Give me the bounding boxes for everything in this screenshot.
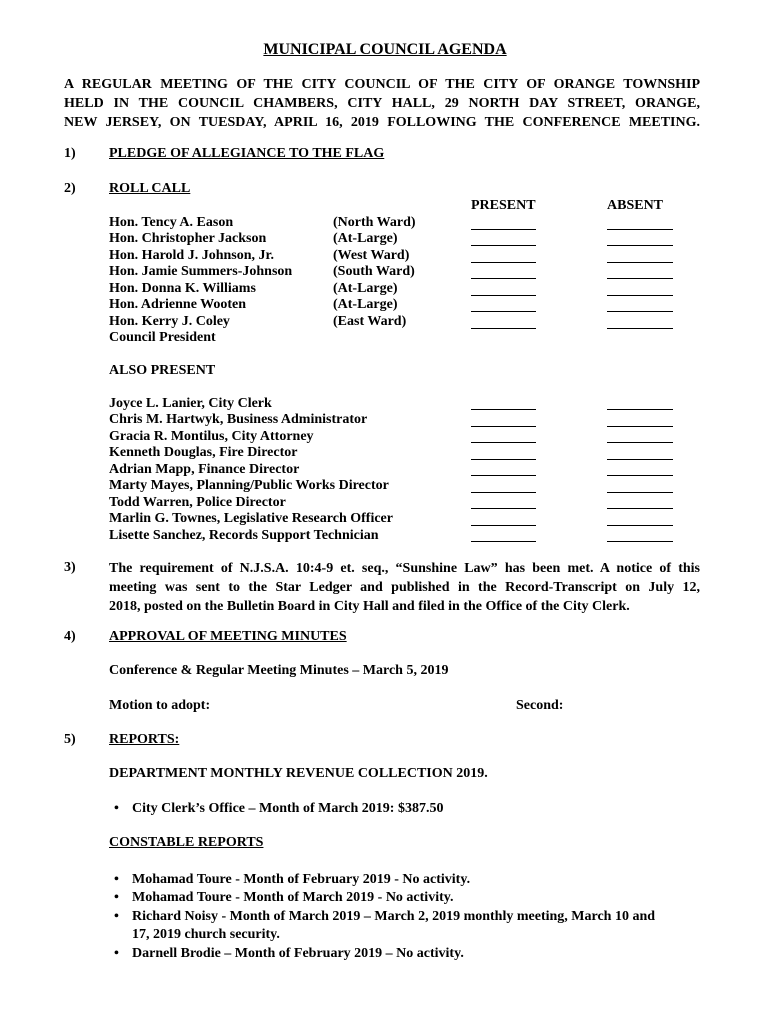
official-name: Marlin G. Townes, Legislative Research Officer [109,511,393,526]
revenue-heading: DEPARTMENT MONTHLY REVENUE COLLECTION 2019. [109,766,488,781]
absent-blank[interactable] [607,295,673,296]
official-name: Marty Mayes, Planning/Public Works Director [109,478,389,493]
member-name: Hon. Christopher Jackson [109,231,267,246]
present-blank[interactable] [471,295,536,296]
absent-blank[interactable] [607,262,673,263]
official-name: Chris M. Hartwyk, Business Administrator [109,412,368,427]
council-president-title: Council President [109,330,216,345]
revenue-item: City Clerk’s Office – Month of March 2019: $387.50 [132,801,444,816]
official-name: Todd Warren, Police Director [109,495,286,510]
item-heading-minutes: APPROVAL OF MEETING MINUTES [109,629,347,644]
intro-line: NEW JERSEY, ON TUESDAY, APRIL 16, 2019 FOLLOWING THE CONFERENCE MEETING. [64,115,700,130]
item-heading-pledge: PLEDGE OF ALLEGIANCE TO THE FLAG [109,146,385,161]
bullet-icon: • [114,801,119,816]
official-name: Joyce L. Lanier, City Clerk [109,396,272,411]
absent-blank[interactable] [607,426,673,427]
member-ward: (At-Large) [333,297,398,312]
item-number-5: 5) [64,732,76,747]
official-name: Kenneth Douglas, Fire Director [109,445,298,460]
meeting-intro [64,75,700,132]
absent-blank[interactable] [607,459,673,460]
member-name: Hon. Adrienne Wooten [109,297,247,312]
constable-item: Darnell Brodie – Month of February 2019 – No activity. [132,946,464,961]
member-ward: (At-Large) [333,281,398,296]
absent-blank[interactable] [607,525,673,526]
also-present-label: ALSO PRESENT [109,363,216,378]
absent-header: ABSENT [607,198,664,213]
sunshine-law-notice [109,559,700,616]
member-name: Hon. Donna K. Williams [109,281,256,296]
constable-item-continued: 17, 2019 church security. [132,927,280,942]
present-blank[interactable] [471,262,536,263]
present-blank[interactable] [471,278,536,279]
page-title: MUNICIPAL COUNCIL AGENDA [263,41,507,58]
absent-blank[interactable] [607,229,673,230]
member-ward: (West Ward) [333,248,410,263]
intro-line: HELD IN THE COUNCIL CHAMBERS, CITY HALL, 29 NORTH DAY STREET, ORANGE, [64,96,700,111]
present-blank[interactable] [471,426,536,427]
present-blank[interactable] [471,311,536,312]
present-header: PRESENT [471,198,536,213]
absent-blank[interactable] [607,245,673,246]
notice-line: 2018, posted on the Bulletin Board in City Hall and filed in the Office of the City Clerk. [109,599,630,614]
absent-blank[interactable] [607,409,673,410]
bullet-icon: • [114,909,119,924]
constable-item: Mohamad Toure - Month of March 2019 - No activity. [132,890,454,905]
second-label: Second: [516,698,564,713]
absent-blank[interactable] [607,328,673,329]
present-blank[interactable] [471,508,536,509]
minutes-description: Conference & Regular Meeting Minutes – March 5, 2019 [109,663,449,678]
member-name: Hon. Tency A. Eason [109,215,234,230]
item-number-2: 2) [64,181,76,196]
member-ward: (At-Large) [333,231,398,246]
notice-line: meeting was sent to the Star Ledger and published in the Record-Transcript on July 12, [109,580,700,595]
present-blank[interactable] [471,525,536,526]
present-blank[interactable] [471,245,536,246]
item-number-4: 4) [64,629,76,644]
constable-item: Richard Noisy - Month of March 2019 – March 2, 2019 monthly meeting, March 10 and [132,909,656,924]
absent-blank[interactable] [607,475,673,476]
official-name: Lisette Sanchez, Records Support Technician [109,528,379,543]
absent-blank[interactable] [607,492,673,493]
official-name: Gracia R. Montilus, City Attorney [109,429,314,444]
present-blank[interactable] [471,409,536,410]
intro-line: A REGULAR MEETING OF THE CITY COUNCIL OF THE CITY OF ORANGE TOWNSHIP [64,77,700,92]
bullet-icon: • [114,872,119,887]
item-heading-reports: REPORTS: [109,732,180,747]
present-blank[interactable] [471,328,536,329]
motion-label: Motion to adopt: [109,698,211,713]
member-name: Hon. Jamie Summers-Johnson [109,264,293,279]
item-heading-roll-call: ROLL CALL [109,181,191,196]
present-blank[interactable] [471,541,536,542]
member-name: Hon. Kerry J. Coley [109,314,230,329]
bullet-icon: • [114,946,119,961]
present-blank[interactable] [471,475,536,476]
item-number-1: 1) [64,146,76,161]
absent-blank[interactable] [607,311,673,312]
absent-blank[interactable] [607,508,673,509]
member-ward: (South Ward) [333,264,415,279]
item-number-3: 3) [64,560,76,575]
member-ward: (East Ward) [333,314,407,329]
present-blank[interactable] [471,442,536,443]
bullet-icon: • [114,890,119,905]
constable-heading: CONSTABLE REPORTS [109,835,264,850]
absent-blank[interactable] [607,442,673,443]
present-blank[interactable] [471,492,536,493]
absent-blank[interactable] [607,541,673,542]
present-blank[interactable] [471,459,536,460]
official-name: Adrian Mapp, Finance Director [109,462,300,477]
present-blank[interactable] [471,229,536,230]
member-ward: (North Ward) [333,215,416,230]
member-name: Hon. Harold J. Johnson, Jr. [109,248,274,263]
absent-blank[interactable] [607,278,673,279]
constable-item: Mohamad Toure - Month of February 2019 - No activity. [132,872,471,887]
notice-line: The requirement of N.J.S.A. 10:4-9 et. seq., “Sunshine Law” has been met. A notice of this [109,561,700,576]
